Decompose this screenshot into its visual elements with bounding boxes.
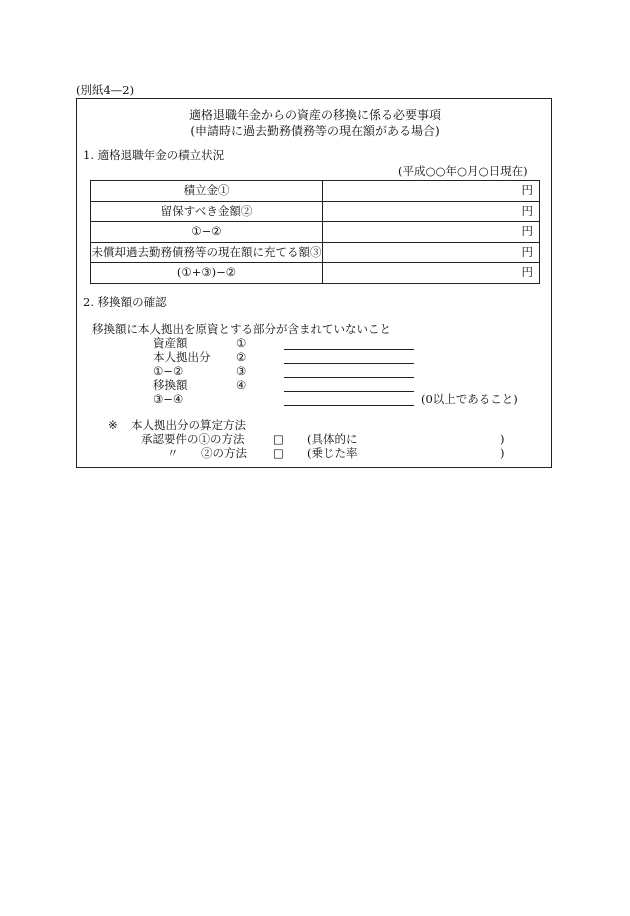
section2-heading: 2. 移換額の確認 bbox=[83, 295, 167, 309]
blank-line-own-contribution bbox=[284, 363, 414, 364]
blank-line-difference bbox=[284, 377, 414, 378]
method-detail-close: ) bbox=[500, 446, 505, 460]
method-option-label: ②の方法 bbox=[201, 446, 247, 460]
table-cell-item: 留保すべき金額② bbox=[91, 201, 323, 222]
method-detail-close: ) bbox=[500, 432, 505, 446]
line-label-asset: 資産額 bbox=[153, 336, 188, 350]
accumulation-table bbox=[90, 180, 540, 284]
line-marker: ① bbox=[236, 336, 247, 350]
table-cell-amount: 円 bbox=[323, 181, 540, 202]
table-cell-item: 未償却過去勤務債務等の現在額に充てる額③ bbox=[91, 242, 323, 263]
table-cell-amount: 円 bbox=[323, 222, 540, 243]
line-label-own-contribution: 本人拠出分 bbox=[153, 350, 211, 364]
table-row bbox=[91, 222, 540, 243]
method-detail-label: (具体的に bbox=[307, 432, 358, 446]
line-marker: ② bbox=[236, 350, 247, 364]
method-checkbox[interactable]: □ bbox=[273, 446, 284, 460]
table-cell-amount: 円 bbox=[323, 242, 540, 263]
remainder-note: (0以上であること) bbox=[421, 392, 518, 406]
table-cell-amount: 円 bbox=[323, 201, 540, 222]
asterisk-mark: ※ bbox=[108, 418, 118, 432]
line-label-difference: ①−② bbox=[153, 364, 184, 378]
method-option-label: 承認要件の①の方法 bbox=[141, 432, 245, 446]
table-row bbox=[91, 181, 540, 202]
blank-line-transfer bbox=[284, 391, 414, 392]
ditto-mark: 〃 bbox=[167, 446, 179, 460]
blank-line-remainder bbox=[284, 405, 414, 406]
section2-intro: 移換額に本人拠出を原資とする部分が含まれていないこと bbox=[92, 322, 391, 336]
form-title: 適格退職年金からの資産の移換に係る必要事項 bbox=[188, 108, 441, 122]
line-marker: ④ bbox=[236, 378, 247, 392]
method-checkbox[interactable]: □ bbox=[273, 432, 284, 446]
table-cell-item: ①−② bbox=[91, 222, 323, 243]
table-row bbox=[91, 201, 540, 222]
method-heading: 本人拠出分の算定方法 bbox=[131, 418, 246, 432]
table-cell-amount: 円 bbox=[323, 263, 540, 284]
table-cell-item: (①+③)−② bbox=[91, 263, 323, 284]
method-detail-label: (乗じた率 bbox=[307, 446, 358, 460]
line-marker: ③ bbox=[236, 364, 247, 378]
table-cell-item: 積立金① bbox=[91, 181, 323, 202]
form-subtitle: (申請時に過去勤務債務等の現在額がある場合) bbox=[190, 124, 440, 138]
table-row bbox=[91, 242, 540, 263]
blank-line-asset bbox=[284, 349, 414, 350]
line-label-remainder: ③−④ bbox=[153, 392, 184, 406]
line-label-transfer: 移換額 bbox=[153, 378, 188, 392]
table-row bbox=[91, 263, 540, 284]
section1-heading: 1. 適格退職年金の積立状況 bbox=[83, 148, 225, 162]
as-of-date: (平成○○年○月○日現在) bbox=[398, 164, 528, 178]
form-reference: (別紙4—2) bbox=[76, 83, 135, 97]
